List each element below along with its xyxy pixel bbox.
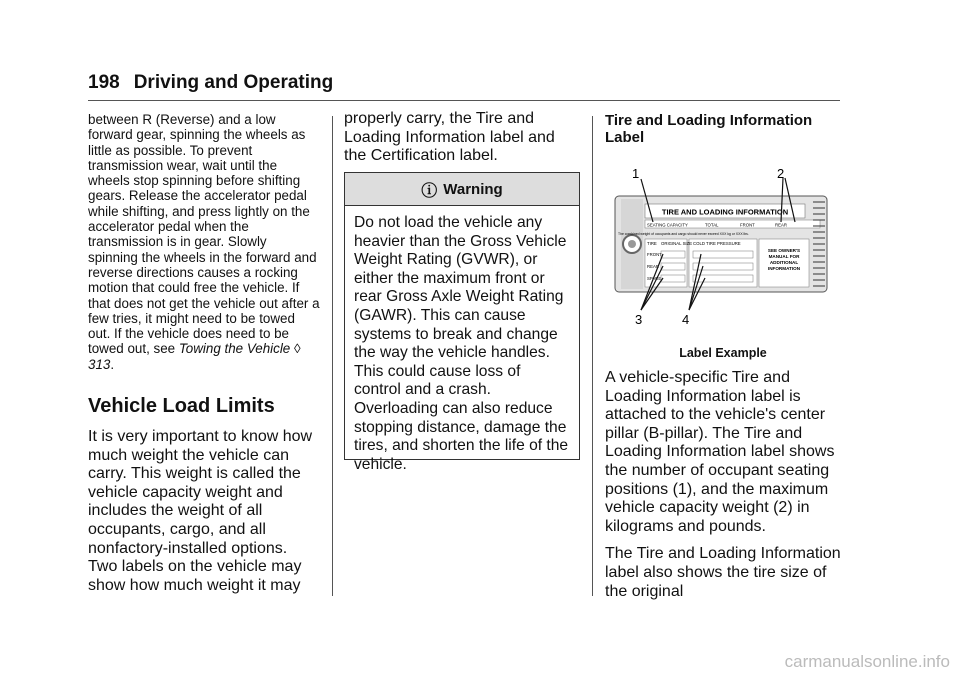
warning-box: [344, 172, 580, 473]
callout-2: 2: [777, 166, 785, 181]
page-ref[interactable]: 313: [88, 356, 111, 372]
label-description-paragraph: A vehicle-specific Tire and Loading Information label is attached to the vehicle's center pillar (B-pillar). The Tire and Loading Information label shows the number of occupant seating positions (1), and the maximum vehicle capacity weight (2) in kilograms and pounds.: [605, 369, 835, 535]
watermark: carmanualsonline.info: [784, 652, 950, 671]
row-spare-label: SPARE: [647, 276, 662, 281]
section-heading: Vehicle Load Limits: [88, 395, 275, 418]
page-ref-icon: ◊: [293, 341, 301, 357]
see-owners-text: SEE OWNER'S: [767, 248, 801, 253]
towing-link[interactable]: Towing the Vehicle: [178, 341, 291, 357]
total-label: TOTAL: [705, 222, 719, 228]
column-3-heading: [605, 112, 841, 146]
header-rule: [88, 100, 840, 101]
warning-title: Warning: [443, 180, 503, 198]
load-limits-paragraph: It is very important to know how much weight the vehicle can carry. This weight is called the vehicle capacity weight and includes the weight of all occupants, cargo, and all nonfactory-installed options. Two labels on the vehicle may show how much weight it may: [88, 428, 313, 594]
warning-icon: ⓘ: [421, 182, 438, 200]
figure-caption: Label Example: [679, 346, 767, 360]
column-3-body: [605, 369, 841, 610]
row-rear-label: REAR: [647, 264, 659, 269]
tire-col-label: TIRE: [647, 241, 657, 246]
callout-1: 1: [632, 166, 640, 181]
callout-3: 3: [635, 312, 643, 327]
towing-paragraph: between R (Reverse) and a low forward gear, spinning the wheels as little as possible. To prevent transmission wear, wait until the wheels stop spinning before shifting gears. Release the accelerator pedal while shifting, and press lightly on the accelerator pedal when the transmission is in gear. Slowly spinning the wheels in the forward and reverse directions causes a rocking motion that could free the vehicle. If that does not get the vehicle out after a few tries, it might need to be towed out. If the vehicle does need to be towed out, see Towing the Vehicle ◊ 313.: [88, 112, 320, 372]
rear-label: REAR: [775, 222, 787, 228]
additional-text: ADDITIONAL: [769, 260, 799, 265]
callout-4: 4: [682, 312, 690, 327]
figure-heading: Tire and Loading Information Label: [605, 112, 813, 146]
tire-size-paragraph: The Tire and Loading Information label also shows the tire size of the original: [605, 545, 841, 600]
original-size-label: ORIGINAL SIZE: [661, 241, 693, 246]
column-divider-2: [592, 116, 593, 596]
row-front-label: FRONT: [647, 252, 662, 257]
page-number: 198: [88, 72, 120, 93]
tire-label-figure: [605, 160, 841, 330]
column-divider-1: [332, 116, 333, 596]
section-title: Driving and Operating: [133, 72, 334, 93]
column-1: [88, 112, 320, 595]
cold-pressure-label: COLD TIRE PRESSURE: [693, 241, 741, 246]
information-text: INFORMATION: [767, 266, 801, 271]
page-header: [88, 72, 333, 94]
seating-capacity-label: SEATING CAPACITY: [647, 222, 688, 228]
label-title: TIRE AND LOADING INFORMATION: [661, 207, 789, 217]
front-label: FRONT: [740, 222, 755, 228]
warning-header: [345, 173, 579, 206]
warning-text: Do not load the vehicle any heavier than the Gross Vehicle Weight Rating (GVWR), or either the maximum front or rear Gross Axle Weight Rating (GAWR). This can cause systems to break and change the way the vehicle handles. This could cause loss of control and a crash. Overloading can also reduce stopping distance, damage the tires, and shorten the life of the vehicle.: [354, 214, 569, 473]
combined-weight-text: The combined weight of occupants and cargo should never exceed XXX kg or XXX lbs.: [618, 232, 749, 236]
manual-for-text: MANUAL FOR: [768, 254, 800, 259]
column-2: [344, 110, 580, 166]
continuation-paragraph: properly carry, the Tire and Loading Information label and the Certification label.: [344, 110, 555, 165]
